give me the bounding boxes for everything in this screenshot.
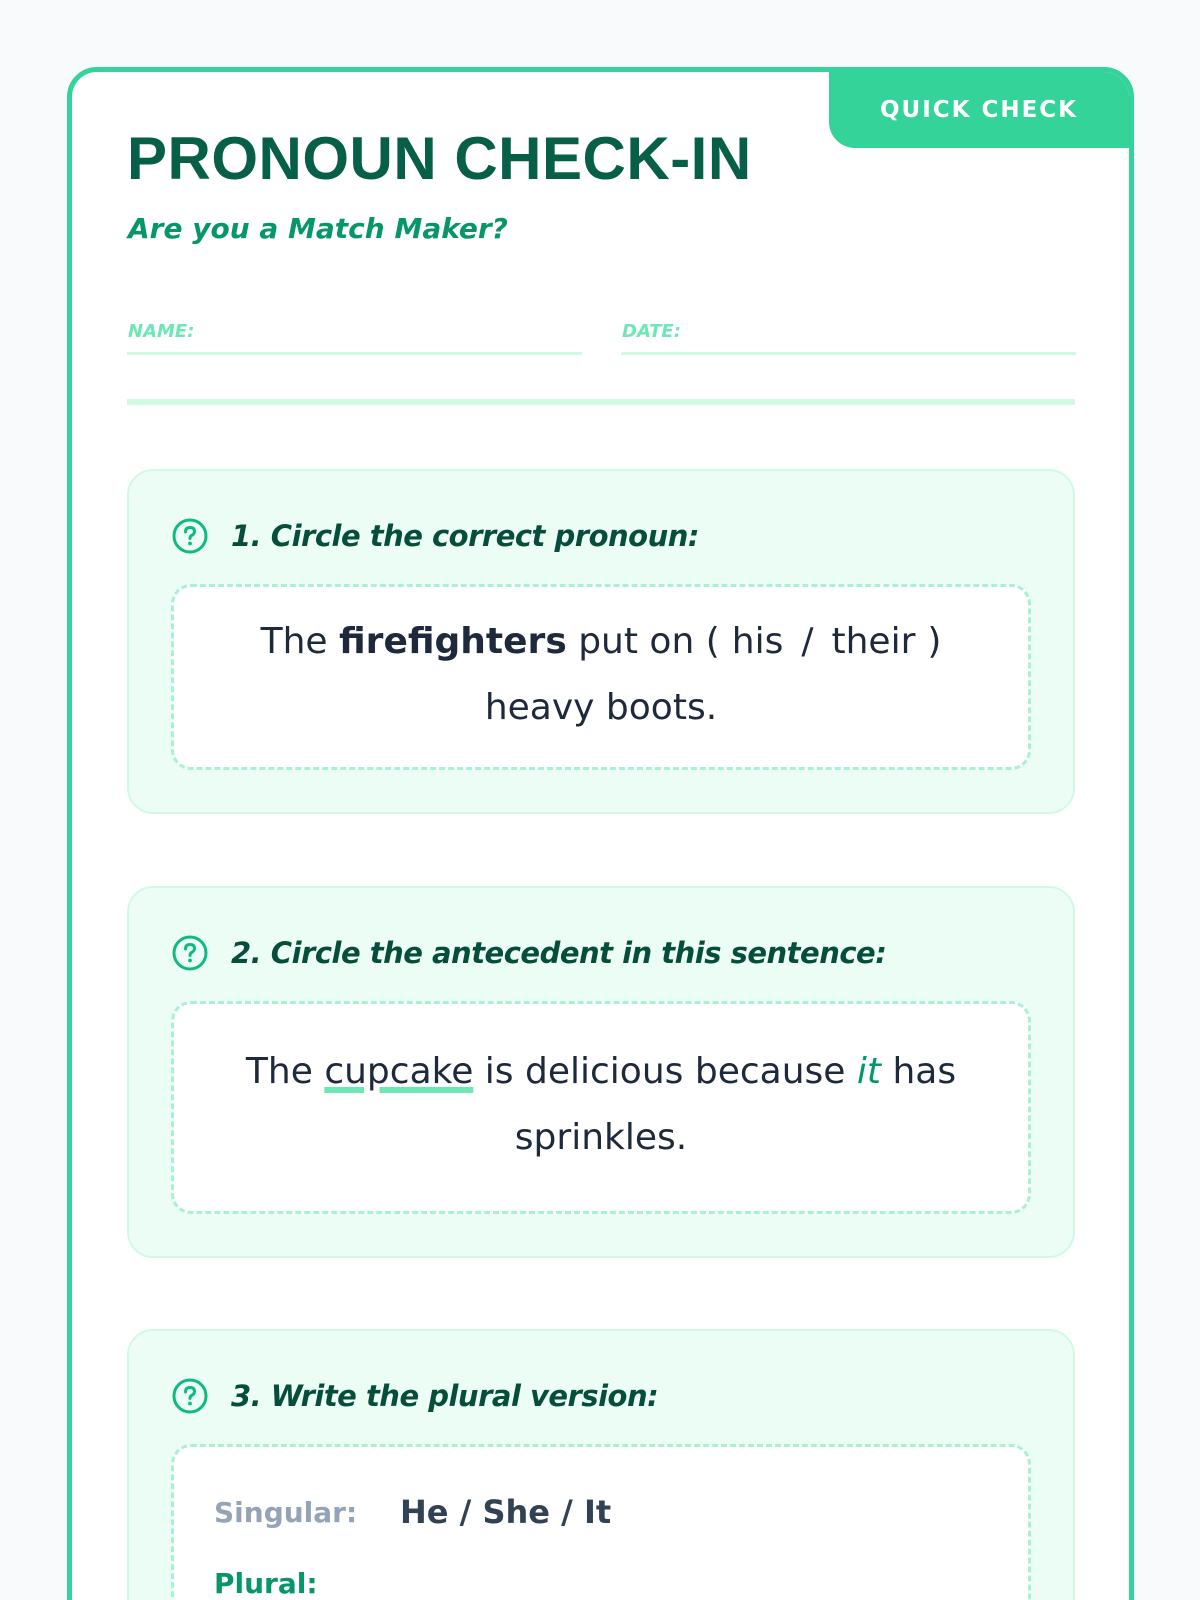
sentence-word: has sprinkles.	[514, 1051, 957, 1158]
question-3-header	[171, 1377, 658, 1415]
pronoun-option-his[interactable]: his	[731, 621, 784, 662]
help-circle-icon	[171, 934, 209, 972]
plural-row[interactable]	[214, 1567, 400, 1600]
question-1-sentence	[174, 587, 1028, 741]
question-3-prompt: 3. Write the plural version:	[231, 1379, 659, 1413]
question-1-card	[127, 469, 1075, 814]
question-1-prompt: 1. Circle the correct pronoun:	[231, 519, 699, 553]
sentence-word: put on (	[578, 621, 720, 662]
sentence-word: The	[245, 1051, 313, 1092]
name-label: NAME:	[128, 321, 195, 342]
question-2-header	[171, 934, 886, 972]
worksheet-card	[67, 67, 1134, 1600]
header-divider	[127, 399, 1075, 405]
quick-check-badge: QUICK CHECK	[829, 72, 1129, 148]
page-title: PRONOUN CHECK-IN	[127, 125, 752, 192]
help-circle-icon	[171, 517, 209, 555]
question-2-answer-box	[171, 1001, 1031, 1214]
date-field[interactable]	[621, 315, 1076, 355]
sentence-word: )	[927, 621, 942, 662]
sentence-word: The	[260, 621, 328, 662]
question-2-card	[127, 886, 1075, 1258]
singular-label: Singular:	[214, 1495, 358, 1529]
sentence-antecedent[interactable]: cupcake	[324, 1051, 474, 1092]
plural-label: Plural:	[214, 1567, 318, 1600]
sentence-word: is delicious because	[484, 1051, 846, 1092]
question-1-header	[171, 517, 699, 555]
question-3-card	[127, 1329, 1075, 1600]
sentence-word: heavy boots.	[484, 687, 718, 728]
singular-value: He / She / It	[400, 1493, 612, 1531]
question-3-answer-box	[171, 1444, 1031, 1600]
question-2-sentence	[174, 1004, 1028, 1171]
sentence-noun: firefighters	[339, 621, 567, 662]
singular-row	[214, 1493, 611, 1531]
question-2-prompt: 2. Circle the antecedent in this sentence:	[231, 936, 887, 970]
pronoun-option-their[interactable]: their	[831, 621, 916, 662]
help-circle-icon	[171, 1377, 209, 1415]
question-1-answer-box	[171, 584, 1031, 770]
option-separator: /	[801, 621, 814, 662]
name-field[interactable]	[127, 315, 582, 355]
date-label: DATE:	[622, 321, 681, 342]
page-subtitle: Are you a Match Maker?	[128, 212, 508, 245]
sentence-pronoun: it	[856, 1051, 881, 1092]
